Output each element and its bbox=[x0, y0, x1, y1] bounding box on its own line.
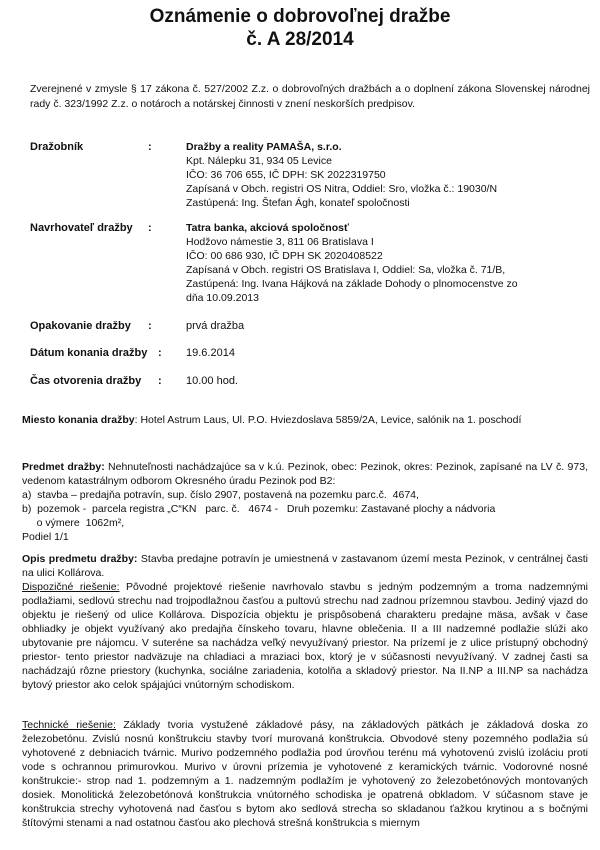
predmet-item-a: a) stavba – predajňa potravín, sup. číslo 2907, postavená na pozemku parc.č. 4674, bbox=[22, 489, 419, 501]
drazobnik-label: Dražobník bbox=[30, 141, 84, 153]
navrhovatel-ico: IČO: 00 686 930, IČ DPH SK 2020408522 bbox=[186, 250, 383, 262]
document-title: Oznámenie o dobrovoľnej dražbe bbox=[149, 6, 451, 27]
dispozicne-text: Pôvodné projektové riešenie navrhovalo stavbu s jedným podzemným a troma nadzemnými podlažiami, sedlovú strechu nad trojpodlažnou časťou a pultovú strechu nad zadnou prízemnou stavbou. Jediný vjazd do objektu je riešený od ulice Kollárova. Dispozícia objektu je prispôsobená charakteru predajne mäsa, avšak v čase obhliadky je objekt využívaný ako predajňa čínskeho tovaru, hlavne oblečenia. II a III nadzemné podlažie slúži ako ubytovanie pre nájomcu. V suteréne sa nachádza veľký nevyužívaný priestor. Na prízemí je z ulice prístupný obchodný priestor- tento priestor nadväzuje na chladiaci a mraziaci box, ktorý je v súčasnosti nevyužívaný. V zadnej časti sa nachádzajú rôzne priestory (kuchynka, sociálne zariadenia, kotolňa a skladový priestor. Na II.NP a III.NP sa nachádza bytový priestor ako celok spájajúci vnútorným schodiskom. bbox=[22, 581, 588, 691]
opis-text: Stavba predajne potravín je umiestnená v zastavanom území mesta Pezinok, v centrálnej časti na ulici Kollárova. bbox=[22, 553, 588, 579]
drazobnik-details bbox=[186, 140, 586, 210]
drazobnik-register: Zapísaná v Obch. registri OS Nitra, Oddiel: Sro, vložka č.: 19030/N bbox=[186, 183, 498, 195]
miesto-text: : Hotel Astrum Laus, Ul. P.O. Hviezdoslava 5859/2A, Levice, salónik na 1. poschodí bbox=[134, 414, 522, 426]
intro-paragraph: Zverejnené v zmysle § 17 zákona č. 527/2002 Z.z. o dobrovoľných dražbách a o doplnení zákona Slovenskej národnej rady č. 323/1992 Z.z. o notároch a notárskej činnosti v znení neskorších predpisov. bbox=[30, 83, 590, 110]
opakovanie-label: Opakovanie dražby bbox=[30, 320, 131, 332]
document-number: č. A 28/2014 bbox=[246, 29, 354, 50]
predmet-item-b1: b) pozemok - parcela registra „C“KN parc. č. 4674 - Druh pozemku: Zastavané plochy a nádvoria bbox=[22, 503, 496, 515]
technicke-label: Technické riešenie: bbox=[22, 719, 116, 731]
cas-colon: : bbox=[158, 375, 162, 387]
navrhovatel-details bbox=[186, 221, 586, 305]
predmet-item-b2: o výmere 1062m², bbox=[22, 517, 125, 529]
technicke-paragraph bbox=[22, 718, 588, 830]
opis-paragraph bbox=[22, 552, 588, 580]
cas-label: Čas otvorenia dražby bbox=[30, 375, 142, 387]
miesto-label: Miesto konania dražby bbox=[22, 414, 135, 426]
navrhovatel-colon: : bbox=[148, 222, 152, 234]
navrhovatel-address: Hodžovo námestie 3, 811 06 Bratislava I bbox=[186, 236, 374, 248]
datum-value: 19.6.2014 bbox=[186, 347, 235, 359]
drazobnik-address: Kpt. Nálepku 31, 934 05 Levice bbox=[186, 155, 332, 167]
drazobnik-ico: IČO: 36 706 655, IČ DPH: SK 2022319750 bbox=[186, 169, 386, 181]
navrhovatel-label: Navrhovateľ dražby bbox=[30, 222, 133, 234]
opis-label: Opis predmetu dražby: bbox=[22, 553, 138, 565]
navrhovatel-date: dňa 10.09.2013 bbox=[186, 292, 259, 304]
predmet-paragraph bbox=[22, 460, 588, 488]
dispozicne-label: Dispozičné riešenie: bbox=[22, 581, 120, 593]
opakovanie-value: prvá dražba bbox=[186, 320, 245, 332]
navrhovatel-register: Zapísaná v Obch. registri OS Bratislava I, Oddiel: Sa, vložka č. 71/B, bbox=[186, 264, 506, 276]
navrhovatel-representative: Zastúpená: Ing. Ivana Hájková na základe Dohody o plnomocenstve zo bbox=[186, 278, 518, 290]
technicke-text: Základy tvoria vystužené základové pásy, na základových pätkách je základová doska zo železobetónu. Zvislú nosnú konštrukciu stavby tvorí murovaná konštrukcia. Obvodové steny pozemného podlažia sú vyhotovené z debniacich tvárnic. Murivo podzemného podlažia pod úrovňou terénu má vyhotovenú zvislú izoláciu proti vode s ochrannou primurovkou. Murivo v úrovni prízemia je vyhotovené z keramických tvárnic. Vodorovné nosné konštrukcie:- strop nad 1. podzemným a 1. nadzemným podlažím je vyhotovený zo železobetónových montovaných dosiek. Monolitická železobetónová konštrukcia vnútorného schodiska je opatrená obkladom. V súčasnom stave je konštrukcia strechy vyhotovená nad časťou s bytom ako sedlová strecha so skladanou ťažkou krytinou a s bočnými štítovými stenami a nad ostatnou časťou ako plechová strešná konštrukcia s miernym bbox=[22, 719, 589, 829]
predmet-podiel: Podiel 1/1 bbox=[22, 531, 69, 543]
opakovanie-colon: : bbox=[148, 320, 152, 332]
predmet-text: Nehnuteľnosti nachádzajúce sa v k.ú. Pezinok, obec: Pezinok, okres: Pezinok, zapísané na LV č. 973, vedenom katastrálnym odborom Okresného úradu Pezinok pod B2: bbox=[22, 461, 588, 487]
drazobnik-name: Dražby a reality PAMAŠA, s.r.o. bbox=[186, 141, 342, 153]
predmet-label: Predmet dražby: bbox=[22, 461, 105, 473]
datum-label: Dátum konania dražby bbox=[30, 347, 148, 359]
drazobnik-representative: Zastúpená: Ing. Štefan Ágh, konateľ spoločnosti bbox=[186, 197, 410, 209]
dispozicne-paragraph bbox=[22, 580, 588, 692]
miesto-paragraph bbox=[22, 413, 588, 427]
navrhovatel-name: Tatra banka, akciová spoločnosť bbox=[186, 222, 349, 234]
drazobnik-colon: : bbox=[148, 141, 152, 153]
datum-colon: : bbox=[158, 347, 162, 359]
cas-value: 10.00 hod. bbox=[186, 375, 238, 387]
